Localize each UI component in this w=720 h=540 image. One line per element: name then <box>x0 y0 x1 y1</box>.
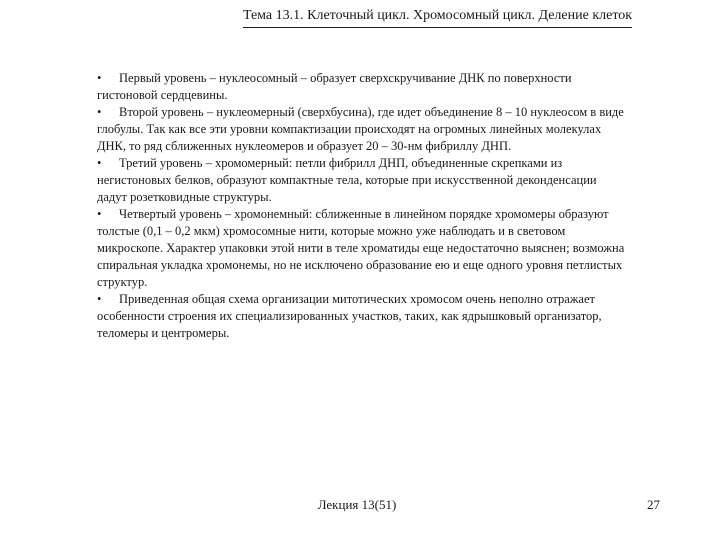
bullet-marker: • <box>97 207 102 221</box>
bullet-item <box>97 104 627 155</box>
bullet-text: Четвертый уровень – хромонемный: сближенные в линейном порядке хромомеры образуют толстые (0,1 – 0,2 мкм) хромосомные нити, которые можно уже наблюдать и в световом микроскопе. Характер упаковки этой нити в теле хроматиды еще недостаточно выяснен; возможна спиральная укладка хромонемы, но не исключено образование ею и еще одного уровня петлистых структур. <box>97 207 625 289</box>
page-number: 27 <box>647 497 660 512</box>
bullet-text: Приведенная общая схема организации митотических хромосом очень неполно отражает особенности строения их специализированных участков, таких, как ядрышковый организатор, теломеры и центромеры. <box>97 292 602 340</box>
slide-title <box>0 6 720 28</box>
slide-title-text: Тема 13.1. Клеточный цикл. Хромосомный цикл. Деление клеток <box>243 6 632 28</box>
bullet-marker: • <box>97 292 102 306</box>
bullet-item <box>97 291 627 342</box>
bullet-marker: • <box>97 105 102 119</box>
bullet-marker: • <box>97 71 102 85</box>
bullet-marker: • <box>97 156 102 170</box>
bullet-item <box>97 70 627 104</box>
bullet-item <box>97 155 627 206</box>
bullet-text: Второй уровень – нуклеомерный (сверхбусина), где идет объединение 8 – 10 нуклеосом в виде глобулы. Так как все эти уровни компактизации происходят на огромных линейных молекулах ДНК, то ряд сближенных нуклеомеров и образует 20 – 30-нм фибриллу ДНП. <box>97 105 624 153</box>
bullet-item <box>97 206 627 291</box>
slide-body <box>97 70 627 342</box>
bullet-text: Третий уровень – хромомерный: петли фибрилл ДНП, объединенные скрепками из негистоновых белков, образуют компактные тела, которые при искусственной деконденсации дадут розетковидные структуры. <box>97 156 597 204</box>
slide-footer <box>0 496 720 514</box>
bullet-text: Первый уровень – нуклеосомный – образует сверхскручивание ДНК по поверхности гистоновой сердцевины. <box>97 71 572 102</box>
footer-text: Лекция 13(51) <box>317 497 397 512</box>
